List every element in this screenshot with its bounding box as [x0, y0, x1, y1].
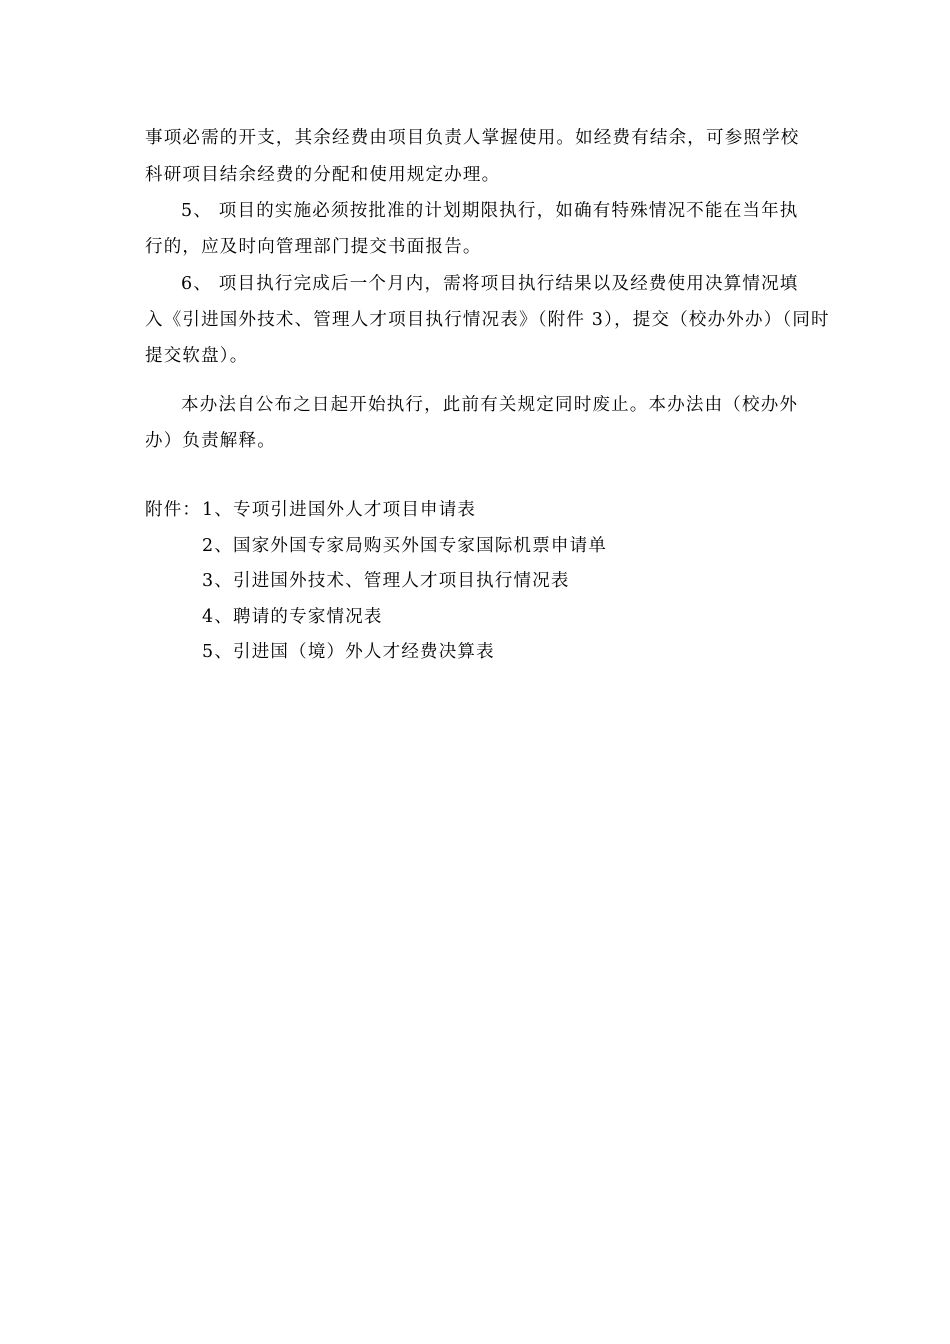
attachment-item-3: 3、引进国外技术、管理人才项目执行情况表: [202, 571, 570, 591]
clause-5-line-1: 5、 项目的实施必须按批准的计划期限执行，如确有特殊情况不能在当年执: [181, 201, 799, 221]
clause-5-line-2: 行的，应及时向管理部门提交书面报告。: [145, 237, 482, 257]
attachment-item-4: 4、聘请的专家情况表: [202, 607, 383, 627]
attachment-item-5: 5、引进国（境）外人才经费决算表: [202, 642, 495, 662]
clause-6-line-1: 6、 项目执行完成后一个月内，需将项目执行结果以及经费使用决算情况填: [181, 274, 799, 294]
body-line-1: 事项必需的开支，其余经费由项目负责人掌握使用。如经费有结余，可参照学校: [145, 128, 800, 148]
closing-line-2: 办）负责解释。: [145, 431, 276, 451]
body-line-2: 科研项目结余经费的分配和使用规定办理。: [145, 165, 501, 185]
attachments-label: 附件：: [145, 500, 202, 520]
clause-6-line-2: 入《引进国外技术、管理人才项目执行情况表》（附件 3），提交（校办外办）（同时: [145, 310, 830, 330]
closing-line-1: 本办法自公布之日起开始执行，此前有关规定同时废止。本办法由（校办外: [181, 395, 799, 415]
clause-6-line-3: 提交软盘）。: [145, 346, 249, 366]
attachment-item-2: 2、国家外国专家局购买外国专家国际机票申请单: [202, 536, 608, 556]
attachment-item-1: 1、专项引进国外人才项目申请表: [202, 500, 477, 520]
